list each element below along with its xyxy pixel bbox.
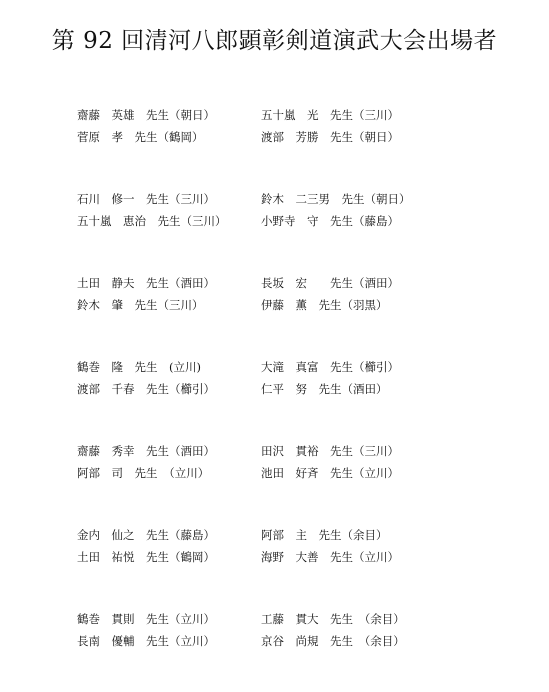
participant-name: 長坂 宏 先生（酒田） [261, 276, 399, 290]
participant-name: 工藤 貫大 先生 （余目） [261, 612, 405, 626]
participant-name: 仁平 努 先生（酒田） [261, 382, 388, 396]
participant-name: 田沢 貫裕 先生（三川） [261, 444, 399, 458]
participant-name: 土田 静夫 先生（酒田） [77, 276, 215, 290]
participant-name: 石川 修一 先生（三川） [77, 192, 215, 206]
participant-name: 池田 好斉 先生（立川） [261, 466, 399, 480]
participant-row [77, 608, 517, 630]
participant-group [77, 524, 517, 608]
participant-name: 渡部 芳勝 先生（朝日） [261, 130, 399, 144]
participant-name: 鶴巻 隆 先生 (立川) [77, 360, 201, 374]
participant-row [77, 126, 517, 148]
participant-group [77, 272, 517, 356]
participant-name: 五十嵐 光 先生（三川） [261, 108, 399, 122]
participant-row [77, 188, 517, 210]
participant-name: 齋藤 英雄 先生（朝日） [77, 108, 215, 122]
participant-group [77, 356, 517, 440]
participant-list [77, 104, 517, 692]
participant-row [77, 210, 517, 232]
participant-name: 海野 大善 先生（立川） [261, 550, 399, 564]
participant-row [77, 462, 517, 484]
participant-row [77, 272, 517, 294]
participant-row [77, 440, 517, 462]
participant-row [77, 546, 517, 568]
participant-name: 五十嵐 恵治 先生（三川） [77, 214, 227, 228]
participant-row [77, 104, 517, 126]
participant-row [77, 630, 517, 652]
participant-name: 鈴木 二三男 先生（朝日） [261, 192, 411, 206]
participant-name: 大滝 真富 先生（櫛引） [261, 360, 399, 374]
participant-row [77, 356, 517, 378]
participant-group [77, 440, 517, 524]
participant-name: 小野寺 守 先生（藤島） [261, 214, 399, 228]
participant-group [77, 188, 517, 272]
participant-name: 京谷 尚規 先生 （余目） [261, 634, 405, 648]
participant-group [77, 608, 517, 692]
participant-name: 菅原 孝 先生（鶴岡） [77, 130, 204, 144]
participant-group [77, 104, 517, 188]
participant-name: 長南 優輔 先生（立川） [77, 634, 215, 648]
participant-name: 鈴木 肇 先生（三川） [77, 298, 204, 312]
participant-name: 齋藤 秀幸 先生（酒田） [77, 444, 215, 458]
participant-row [77, 524, 517, 546]
participant-name: 伊藤 薫 先生（羽黒） [261, 298, 388, 312]
participant-name: 阿部 司 先生 （立川） [77, 466, 210, 480]
participant-name: 鶴巻 貫則 先生（立川） [77, 612, 215, 626]
participant-name: 渡部 千春 先生（櫛引） [77, 382, 215, 396]
participant-row [77, 378, 517, 400]
page-title: 第 92 回清河八郎顕彰剣道演武大会出場者 [51, 28, 498, 54]
participant-name: 阿部 主 先生（余目） [261, 528, 388, 542]
participant-row [77, 294, 517, 316]
participant-name: 金内 仙之 先生（藤島） [77, 528, 215, 542]
participant-name: 土田 祐悦 先生（鶴岡） [77, 550, 215, 564]
